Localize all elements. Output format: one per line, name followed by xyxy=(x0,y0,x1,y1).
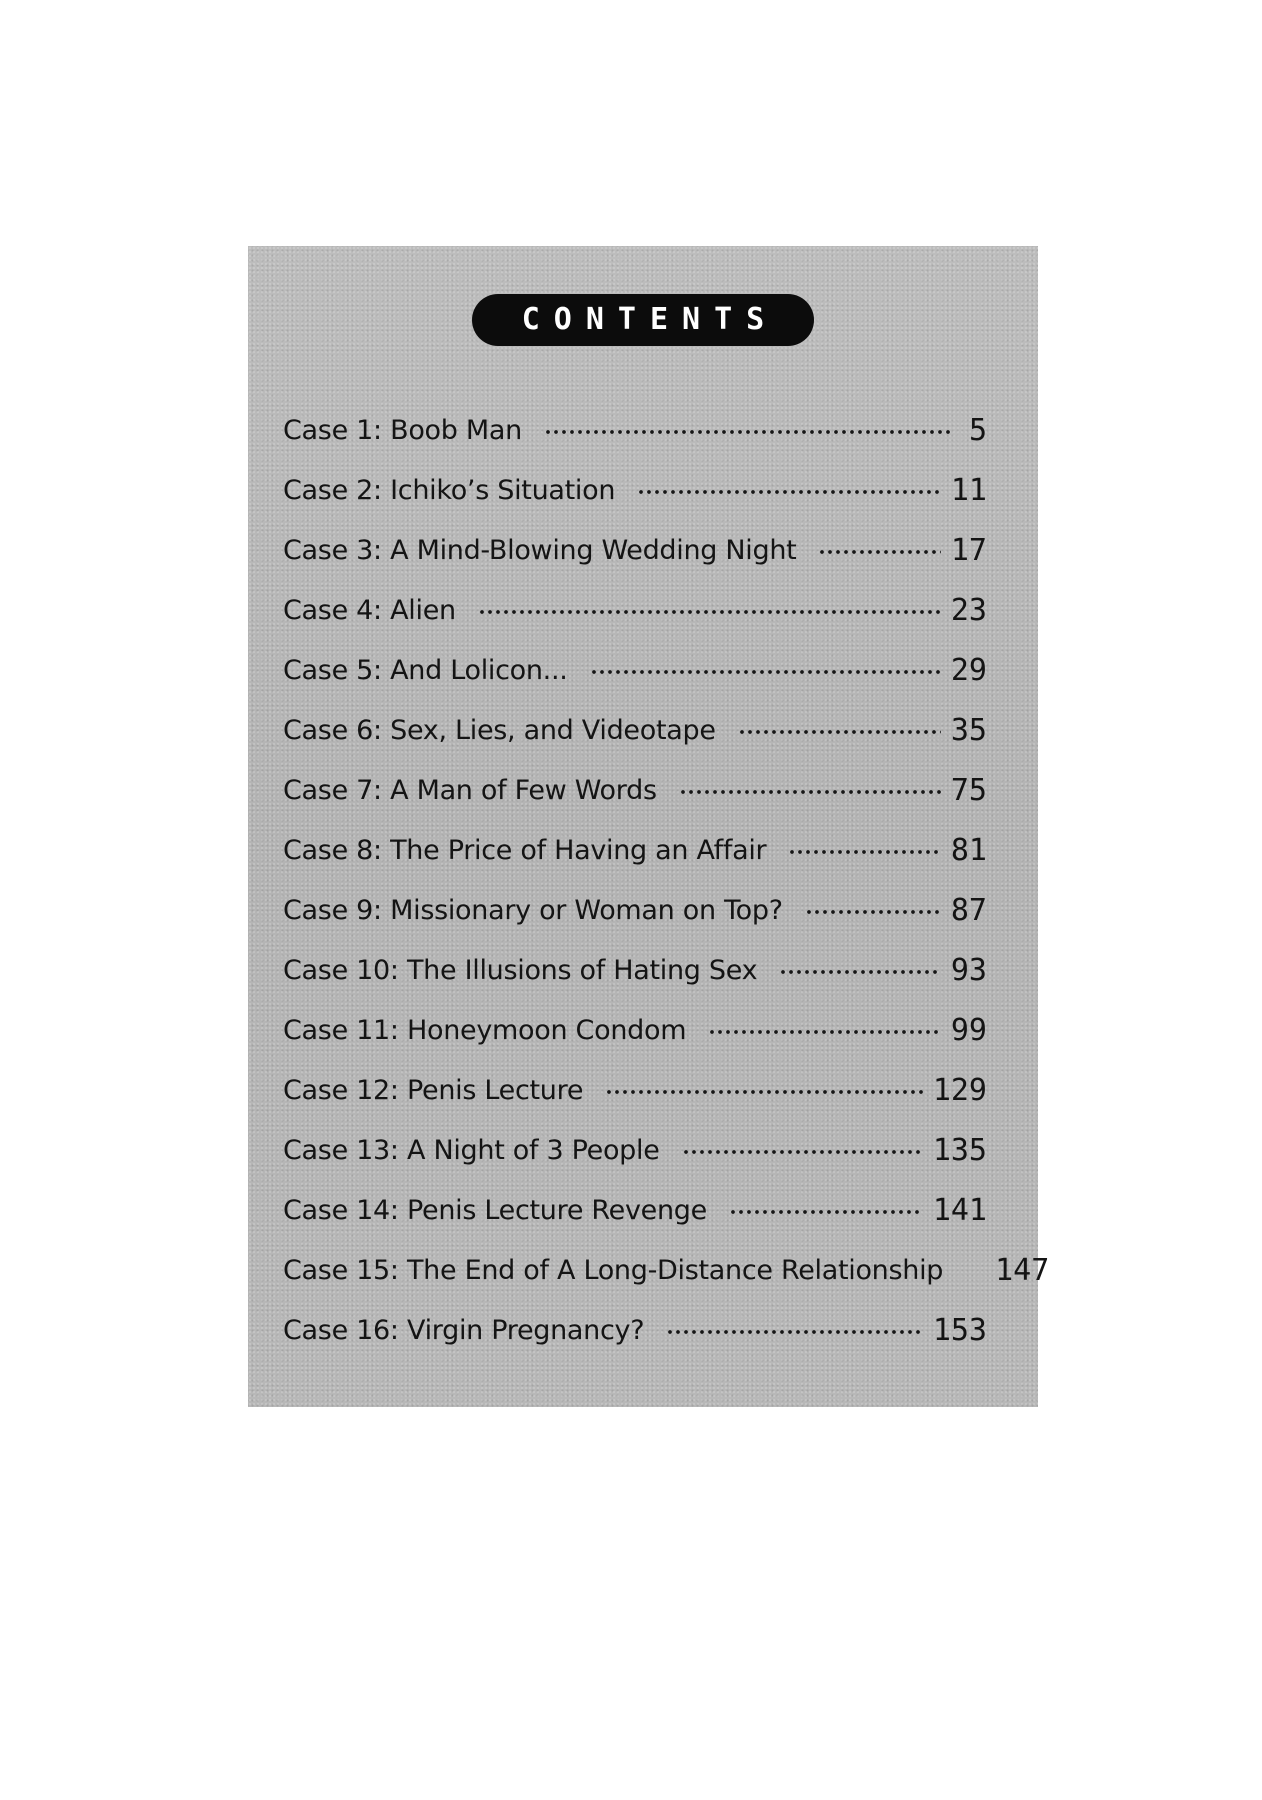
toc-entry[interactable] xyxy=(283,940,987,1000)
toc-entry-title: Case 7: A Man of Few Words xyxy=(283,774,657,806)
dot-leader xyxy=(738,730,941,734)
toc-entry-page: 87 xyxy=(950,892,987,928)
toc-entry-title: Case 13: A Night of 3 People xyxy=(283,1134,660,1166)
dot-leader xyxy=(729,1210,923,1214)
table-of-contents xyxy=(283,400,1050,1360)
toc-entry-page: 141 xyxy=(932,1192,987,1228)
dot-leader xyxy=(605,1090,923,1094)
toc-entry-title: Case 16: Virgin Pregnancy? xyxy=(283,1314,645,1346)
contents-panel xyxy=(248,246,1050,1407)
dot-leader xyxy=(965,1270,985,1274)
dot-leader xyxy=(818,550,940,554)
toc-entry[interactable] xyxy=(283,880,987,940)
toc-entry-page: 153 xyxy=(932,1312,987,1348)
toc-entry-title: Case 5: And Lolicon... xyxy=(283,654,568,686)
dot-leader xyxy=(666,1330,923,1334)
toc-entry-page: 11 xyxy=(950,472,987,508)
toc-entry-title: Case 12: Penis Lecture xyxy=(283,1074,584,1106)
toc-entry[interactable] xyxy=(283,1240,1050,1300)
dot-leader xyxy=(590,670,941,674)
toc-entry-title: Case 11: Honeymoon Condom xyxy=(283,1014,687,1046)
toc-entry[interactable] xyxy=(283,1180,987,1240)
toc-entry[interactable] xyxy=(283,400,987,460)
dot-leader xyxy=(478,610,941,614)
toc-entry[interactable] xyxy=(283,1060,987,1120)
toc-entry-title: Case 10: The Illusions of Hating Sex xyxy=(283,954,758,986)
toc-entry-title: Case 14: Penis Lecture Revenge xyxy=(283,1194,707,1226)
toc-entry[interactable] xyxy=(283,640,987,700)
dot-leader xyxy=(637,490,941,494)
toc-entry-page: 17 xyxy=(950,532,987,568)
toc-entry[interactable] xyxy=(283,700,987,760)
toc-entry[interactable] xyxy=(283,460,987,520)
dot-leader xyxy=(788,850,941,854)
toc-entry-page: 75 xyxy=(950,772,987,808)
toc-entry[interactable] xyxy=(283,520,987,580)
toc-entry-title: Case 3: A Mind-Blowing Wedding Night xyxy=(283,534,797,566)
toc-entry-title: Case 15: The End of A Long-Distance Relationship xyxy=(283,1254,944,1286)
toc-entry-title: Case 4: Alien xyxy=(283,594,456,626)
toc-entry-title: Case 9: Missionary or Woman on Top? xyxy=(283,894,783,926)
toc-entry-title: Case 1: Boob Man xyxy=(283,414,522,446)
dot-leader xyxy=(544,430,951,434)
toc-entry[interactable] xyxy=(283,1300,987,1360)
toc-entry[interactable] xyxy=(283,820,987,880)
toc-entry-page: 147 xyxy=(995,1252,1050,1288)
dot-leader xyxy=(805,910,941,914)
toc-entry-page: 93 xyxy=(950,952,987,988)
toc-entry[interactable] xyxy=(283,760,987,820)
toc-entry-page: 23 xyxy=(950,592,987,628)
toc-entry-title: Case 2: Ichiko’s Situation xyxy=(283,474,616,506)
toc-entry-title: Case 6: Sex, Lies, and Videotape xyxy=(283,714,716,746)
toc-entry-page: 81 xyxy=(950,832,987,868)
toc-entry-page: 99 xyxy=(950,1012,987,1048)
contents-header xyxy=(472,294,814,346)
toc-entry-page: 129 xyxy=(932,1072,987,1108)
toc-entry-page: 5 xyxy=(968,412,987,448)
dot-leader xyxy=(708,1030,941,1034)
dot-leader xyxy=(779,970,941,974)
dot-leader xyxy=(682,1150,923,1154)
toc-entry-page: 135 xyxy=(932,1132,987,1168)
toc-entry[interactable] xyxy=(283,580,987,640)
toc-entry[interactable] xyxy=(283,1120,987,1180)
toc-entry-page: 29 xyxy=(950,652,987,688)
toc-entry-page: 35 xyxy=(950,712,987,748)
contents-title: CONTENTS xyxy=(521,302,779,337)
toc-entry-title: Case 8: The Price of Having an Affair xyxy=(283,834,767,866)
toc-entry[interactable] xyxy=(283,1000,987,1060)
dot-leader xyxy=(679,790,941,794)
